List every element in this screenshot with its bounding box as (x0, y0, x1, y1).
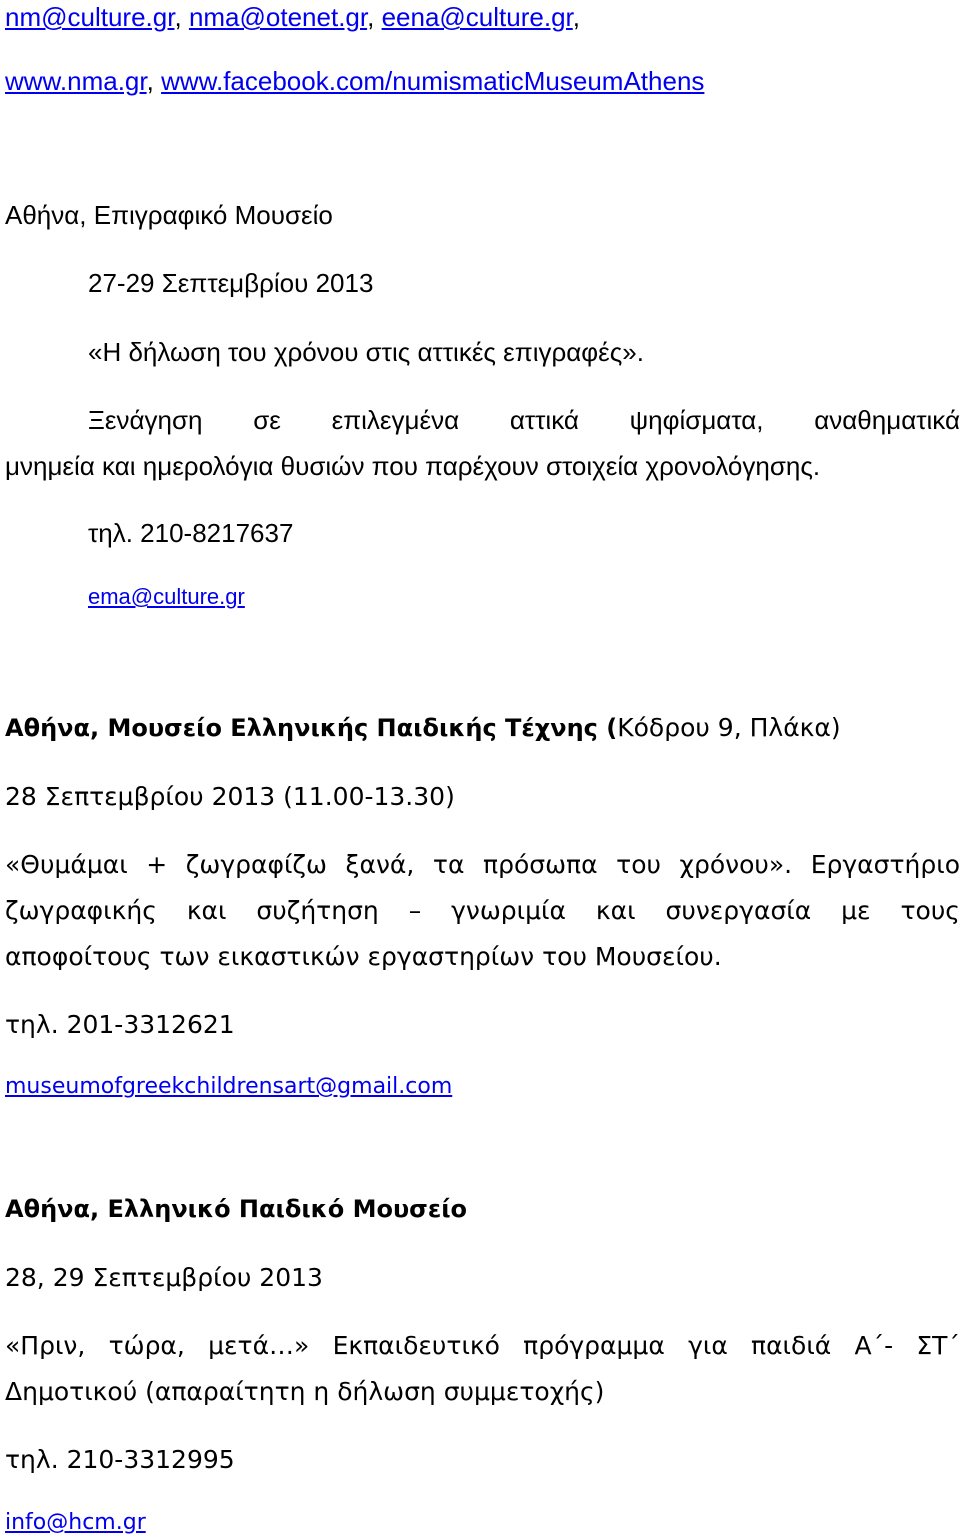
epigraphic-desc-word: αναθηματικά (814, 405, 960, 435)
email-link-mgca[interactable]: museumofgreekchildrensart@gmail.com (5, 1074, 453, 1099)
epigraphic-desc-word: επιλεγμένα (331, 405, 460, 435)
email-contact (88, 584, 245, 610)
event-description-line2: Δημοτικού (απαραίτητη η δήλωση συμμετοχής) (5, 1377, 605, 1406)
children-art-desc-word: + (146, 850, 168, 879)
event-description-line1 (5, 1331, 960, 1361)
event-description-line1 (88, 405, 960, 436)
separator: , (146, 66, 154, 96)
children-art-desc-word: συζήτηση (256, 896, 379, 925)
separator: , (367, 2, 375, 32)
email-link-nm[interactable]: nm@culture.gr (5, 2, 175, 32)
hellenic-children-desc-word: «Πριν, (5, 1331, 86, 1360)
hellenic-children-desc-word: για (688, 1331, 728, 1360)
event-description-line2 (5, 896, 960, 926)
hellenic-children-desc-word: Εκπαιδευτικό (332, 1331, 500, 1360)
event-date: 28, 29 Σεπτεμβρίου 2013 (5, 1263, 323, 1292)
section-title-epigraphic: Αθήνα, Επιγραφικό Μουσείο (5, 200, 333, 230)
email-contact (5, 1510, 146, 1536)
web-link-nma[interactable]: www.nma.gr (5, 66, 147, 96)
separator: , (572, 2, 580, 32)
children-art-desc-word: «Θυμάμαι (5, 850, 128, 879)
event-description-line3: αποφοίτους των εικαστικών εργαστηρίων του Μουσείου. (5, 942, 722, 971)
phone-number: τηλ. 210-3312995 (5, 1445, 235, 1474)
email-link-nma[interactable]: nma@otenet.gr (188, 2, 368, 32)
separator: , (174, 2, 182, 32)
email-link-ema[interactable]: ema@culture.gr (88, 584, 245, 609)
hellenic-children-desc-word: παιδιά (751, 1331, 832, 1360)
children-art-desc-word: Εργαστήριο (810, 850, 960, 879)
contacts-web-line (5, 66, 704, 97)
hellenic-children-desc-word: τώρα, (108, 1331, 185, 1360)
section-title-children-art (5, 713, 841, 743)
epigraphic-desc-word: αττικά (509, 405, 579, 435)
children-art-desc-word: συνεργασία (665, 896, 812, 925)
phone-number: τηλ. 201-3312621 (5, 1010, 235, 1039)
children-art-desc-word: του (616, 850, 661, 879)
children-art-desc-word: χρόνου». (679, 850, 793, 879)
children-art-desc-word: ζωγραφικής (5, 896, 157, 925)
hellenic-children-desc-word: μετά…» (208, 1331, 310, 1360)
children-art-desc-word: ξανά, (345, 850, 415, 879)
contacts-email-line (5, 2, 580, 33)
children-art-desc-word: πρόσωπα (483, 850, 598, 879)
web-link-facebook[interactable]: www.facebook.com/numismaticMuseumAthens (161, 66, 705, 96)
event-title: «Η δήλωση του χρόνου στις αττικές επιγραφές». (88, 337, 644, 367)
hellenic-children-desc-word: ΣΤ΄ (916, 1331, 960, 1360)
children-art-desc-word: με (841, 896, 871, 925)
event-description-line2: μνημεία και ημερολόγια θυσιών που παρέχουν στοιχεία χρονολόγησης. (5, 451, 821, 481)
epigraphic-desc-word: ψηφίσματα, (629, 405, 764, 435)
hellenic-children-desc-word: Α΄- (854, 1331, 894, 1360)
section-title-bold: Αθήνα, Μουσείο Ελληνικής Παιδικής Τέχνης ( (5, 714, 618, 742)
event-date: 28 Σεπτεμβρίου 2013 (11.00-13.30) (5, 782, 455, 811)
event-date: 27-29 Σεπτεμβρίου 2013 (88, 268, 374, 298)
children-art-desc-word: και (595, 896, 636, 925)
epigraphic-desc-word: Ξενάγηση (88, 405, 203, 435)
section-title-hellenic-children: Αθήνα, Ελληνικό Παιδικό Μουσείο (5, 1195, 468, 1223)
email-link-hcm[interactable]: info@hcm.gr (5, 1510, 146, 1535)
phone-number: τηλ. 210-8217637 (88, 518, 294, 548)
event-description-line1 (5, 850, 960, 880)
email-link-eena[interactable]: eena@culture.gr (381, 2, 573, 32)
children-art-desc-word: τους (900, 896, 960, 925)
children-art-desc-word: και (186, 896, 227, 925)
children-art-desc-word: τα (432, 850, 465, 879)
hellenic-children-desc-word: πρόγραμμα (523, 1331, 665, 1360)
email-contact (5, 1074, 452, 1100)
children-art-desc-word: ζωγραφίζω (185, 850, 327, 879)
section-title-address: Κόδρου 9, Πλάκα) (617, 713, 841, 742)
children-art-desc-word: – (408, 896, 422, 925)
children-art-desc-word: γνωριμία (451, 896, 566, 925)
epigraphic-desc-word: σε (253, 405, 281, 435)
